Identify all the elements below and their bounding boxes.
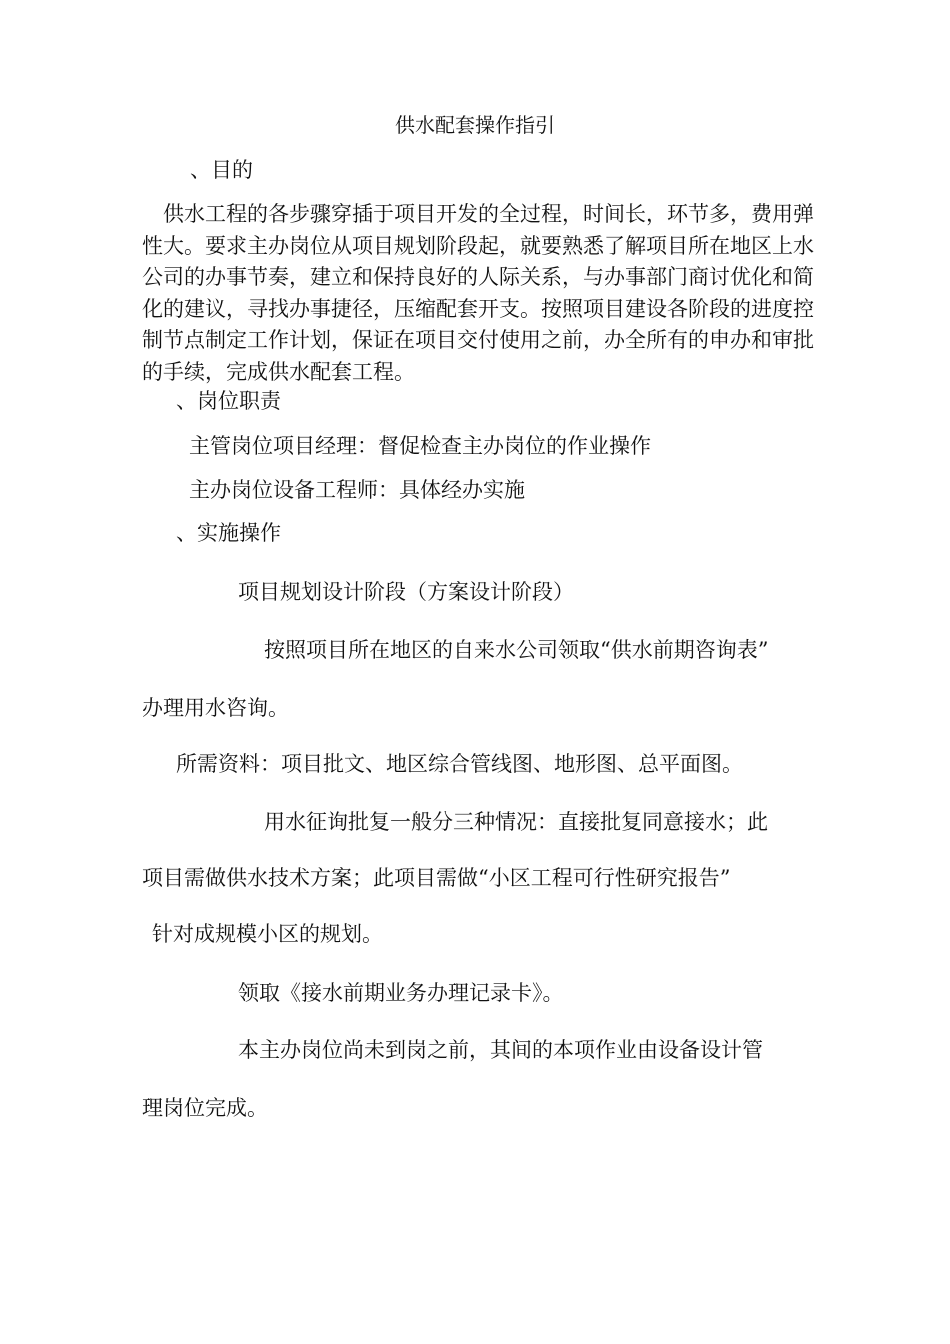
step1-line2: 办理用水咨询。	[142, 696, 289, 720]
reply-line1: 用水征询批复一般分三种情况：直接批复同意接水；此	[264, 810, 768, 834]
materials-line: 所需资料：项目批文、地区综合管线图、地形图、总平面图。	[176, 752, 743, 776]
document-title: 供水配套操作指引	[395, 113, 555, 137]
purpose-paragraph: 供水工程的各步骤穿插于项目开发的全过程，时间长，环节多，费用弹性大。要求主办岗位从项目规划阶段起，就要熟悉了解项目所在地区上水公司的办事节奏，建立和保持良好的人际关系，与办事部门商讨优化和简化的建议，寻找办事捷径，压缩配套开支。按照项目建设各阶段的进度控制节点制定工作计划，保证在项目交付使用之前，办全所有的申办和审批的手续，完成供水配套工程。	[142, 202, 814, 384]
note-line1: 本主办岗位尚未到岗之前，其间的本项作业由设备设计管	[238, 1038, 763, 1062]
section-heading-implementation: 、实施操作	[176, 521, 281, 545]
step1-line1: 按照项目所在地区的自来水公司领取“供水前期咨询表”	[264, 638, 769, 662]
note-line2: 理岗位完成。	[142, 1096, 268, 1120]
reply-line2: 项目需做供水技术方案；此项目需做“小区工程可行性研究报告”	[142, 866, 731, 890]
reply-line3: 针对成规模小区的规划。	[152, 922, 383, 946]
section-heading-responsibilities: 、岗位职责	[176, 389, 281, 413]
section-heading-purpose: 、目的	[190, 158, 253, 182]
duty-engineer: 主办岗位设备工程师：具体经办实施	[189, 478, 525, 502]
duty-manager: 主管岗位项目经理：督促检查主办岗位的作业操作	[189, 434, 651, 458]
stage-heading: 项目规划设计阶段（方案设计阶段）	[238, 580, 574, 604]
record-card-line: 领取《接水前期业务办理记录卡》。	[238, 981, 564, 1005]
